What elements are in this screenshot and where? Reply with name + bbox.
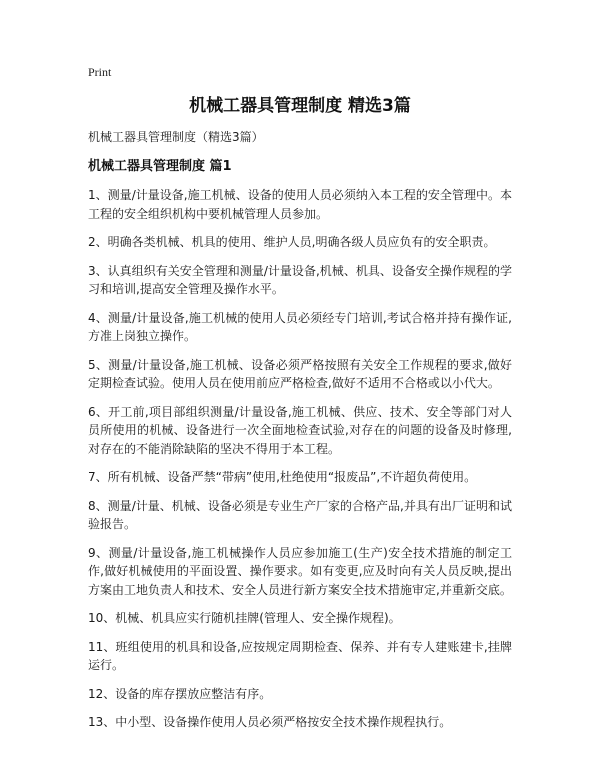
paragraph-9: 9、测量/计量设备,施工机械操作人员应参加施工(生产)安全技术措施的制定工作,做好机械使用的平面设置、操作要求。如有变更,应及时向有关人员反映,提出方案由工地负责人和技术、安全人员进行新方案安全技术措施审定,并重新交底。 [88, 545, 512, 597]
paragraph-12: 12、设备的库存摆放应整洁有序。 [88, 686, 272, 701]
paragraph-10: 10、机械、机具应实行随机挂牌(管理人、安全操作规程)。 [88, 611, 401, 625]
paragraph-6: 6、开工前,项目部组织测量/计量设备,施工机械、供应、技术、安全等部门对人员所使用的机械、设备进行一次全面地检查试验,对存在的问题的设备及时修理,对存在的不能消除缺陷的坚决不得用于本工程。 [88, 404, 512, 456]
paragraph-13: 13、中小型、设备操作使用人员必须严格按安全技术操作规程执行。 [88, 715, 452, 729]
paragraph-7: 7、所有机械、设备严禁“带病”使用,杜绝使用“报废品”,不许超负荷使用。 [88, 470, 477, 484]
print-link[interactable]: Print [88, 65, 112, 79]
document-subtitle: 机械工器具管理制度（精选3篇） [88, 130, 264, 144]
paragraph-1: 1、测量/计量设备,施工机械、设备的使用人员必须纳入本工程的安全管理中。本工程的安全组织机构中要机械管理人员参加。 [88, 188, 512, 221]
paragraph-5: 5、测量/计量设备,施工机械、设备必须严格按照有关安全工作规程的要求,做好定期检查试验。使用人员在使用前应严格检查,做好不适用不合格或以小代大。 [88, 357, 512, 390]
section-heading: 机械工器具管理制度 篇1 [88, 159, 232, 174]
document-title: 机械工器具管理制度 精选3篇 [189, 96, 411, 116]
paragraph-3: 3、认真组织有关安全管理和测量/计量设备,机械、机具、设备安全操作规程的学习和培训,提高安全管理及操作水平。 [88, 263, 512, 296]
paragraph-11: 11、班组使用的机具和设备,应按规定周期检查、保养、并有专人建账建卡,挂牌运行。 [88, 639, 512, 672]
paragraph-2: 2、明确各类机械、机具的使用、维护人员,明确各级人员应负有的安全职责。 [88, 235, 496, 249]
paragraph-8: 8、测量/计量、机械、设备必须是专业生产厂家的合格产品,并具有出厂证明和试验报告。 [88, 498, 512, 531]
paragraph-4: 4、测量/计量设备,施工机械的使用人员必须经专门培训,考试合格并持有操作证,方准上岗独立操作。 [88, 310, 512, 343]
